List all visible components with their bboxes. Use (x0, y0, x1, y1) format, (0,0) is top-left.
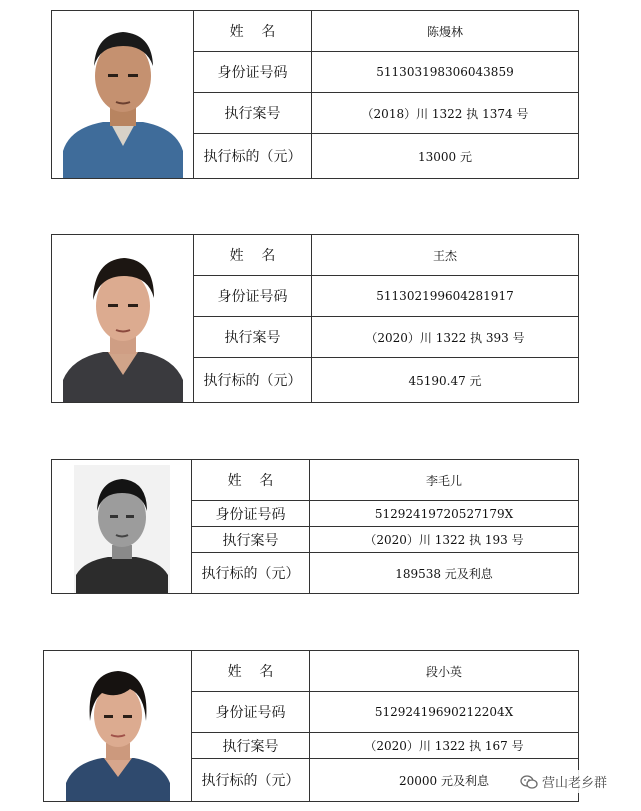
amount-value-1: 13000 元 (418, 149, 472, 164)
case-label-4: 执行案号 (192, 733, 310, 758)
name-value-4: 段小英 (425, 664, 462, 679)
portrait-photo-4 (44, 651, 192, 801)
id-value-1: 511303198306043859 (376, 65, 514, 79)
record-card-4 (43, 650, 579, 802)
id-label-2: 身份证号码 (194, 276, 312, 316)
id-label-3: 身份证号码 (192, 501, 310, 526)
record-card-2 (51, 234, 579, 403)
portrait-photo-1 (52, 11, 194, 178)
name-value-2: 王杰 (432, 248, 457, 263)
id-label-4: 身份证号码 (192, 692, 310, 732)
portrait-photo-2 (52, 235, 194, 402)
name-value-1: 陈熳林 (426, 24, 463, 39)
person-portrait-icon (58, 659, 178, 801)
case-label-3: 执行案号 (192, 527, 310, 552)
case-value-4: （2020）川 1322 执 167 号 (364, 739, 524, 753)
name-value-3: 李毛儿 (425, 473, 462, 488)
amount-label-3: 执行标的（元） (192, 553, 310, 593)
case-value-1: （2018）川 1322 执 1374 号 (361, 106, 529, 121)
name-label-2: 姓 名 (194, 235, 312, 275)
id-value-4: 51292419690212204X (374, 705, 514, 719)
case-label-2: 执行案号 (194, 317, 312, 357)
record-card-1 (51, 10, 579, 179)
name-label-1: 姓 名 (194, 11, 312, 51)
case-value-3: （2020）川 1322 执 193 号 (364, 533, 524, 547)
person-portrait-icon (58, 240, 188, 402)
case-value-2: （2020）川 1322 执 393 号 (365, 330, 525, 345)
amount-label-4: 执行标的（元） (192, 759, 310, 801)
record-card-3 (51, 459, 579, 594)
name-label-4: 姓 名 (192, 651, 310, 691)
wechat-icon (520, 774, 538, 790)
person-portrait-icon (58, 16, 188, 178)
id-value-2: 511302199604281917 (376, 289, 514, 303)
amount-value-3: 189538 元及利息 (395, 566, 493, 581)
portrait-photo-3 (52, 460, 192, 593)
amount-value-2: 45190.47 元 (408, 373, 482, 388)
amount-value-4: 20000 元及利息 (399, 773, 489, 788)
amount-label-1: 执行标的（元） (194, 134, 312, 178)
name-label-3: 姓 名 (192, 460, 310, 500)
amount-label-2: 执行标的（元） (194, 358, 312, 402)
id-value-3: 51292419720527179X (374, 506, 514, 521)
watermark (516, 770, 611, 793)
person-portrait-icon (74, 465, 170, 593)
case-label-1: 执行案号 (194, 93, 312, 133)
id-label-1: 身份证号码 (194, 52, 312, 92)
watermark-text: 营山老乡群 (542, 776, 608, 791)
